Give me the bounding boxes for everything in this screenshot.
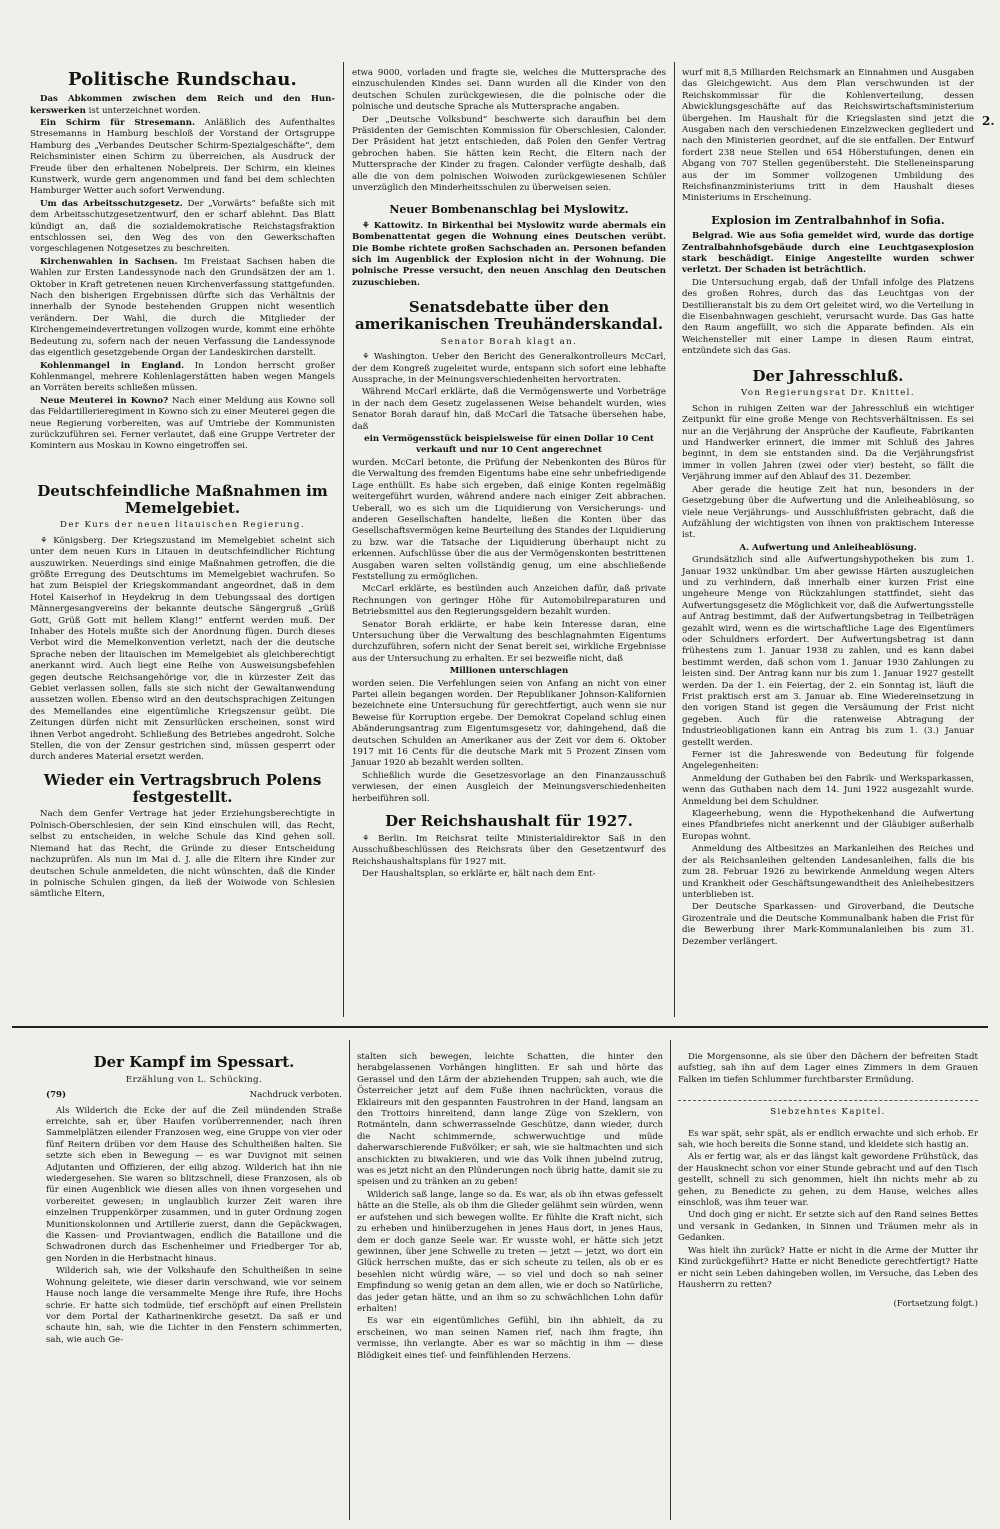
memel-subtitle: Der Kurs der neuen litauischen Regierung.: [60, 520, 305, 531]
article-highlight: Millionen unterschlagen: [449, 666, 569, 677]
article-paragraph: Belgrad. Wie aus Sofia gemeldet wird, wurde das dortige Zentralbahnhofsgebäude durch eine Leuchtgasexplosion stark beschädigt. Einige Angestellte wurden schwer verletzt. Der Schaden ist beträchtlich.: [682, 231, 974, 276]
story-paragraph: Wilderich saß lange, lange so da. Es war, als ob ihn etwas gefesselt hätte an die Stelle, als ob ihm die Glieder gelähmt sein würden, wenn er aufstehen und sich bewegen wollte. Er fühlte die Kraft nicht, sich zu erheben und hinüberzugehen in jenes Haus dort, in jenes Haus, dem er doch ganze Seele war. Er wusste wohl, er hätte sich jetzt gewinnen, über jene Schwelle zu treten — jetzt — jetzt, wo dort ein Glück herrschen mußte, das er sich scheute zu teilen, als ob er es besehlen nicht würdig wäre, — so viel und doch so nah seiner Empfindung so wenig getan an dem allen, wie er doch so Natürliche, das jeder getan hätte, und an ihm so zu schwächlichen Lohn dafür erhalten!: [357, 1189, 663, 1314]
article-paragraph: Anmeldung des Altbesitzes an Markanleihen des Reiches und der als Reichsanleihen geltenden Landesanleihen, falls die bis zum 28. Februar 1926 zu bewirkende Anmeldung wegen Alters und Krankheit oder Geschäftsungewandtheit des Anleihebesitzers unterblieben ist.: [682, 844, 974, 900]
article-paragraph: Schließlich wurde die Gesetzesvorlage an den Finanzausschuß verwiesen, der einen Ausgleich der Meinungsverschiedenheiten herbeiführen soll.: [352, 770, 666, 804]
sofia-title: Explosion im Zentralbahnhof in Sofia.: [711, 213, 945, 227]
feuilleton-column-2: [357, 1052, 663, 1363]
article-paragraph: ⚘ Berlin. Im Reichsrat teilte Ministerialdirektor Saß in den Ausschußbeschlüssen des Reichsrats über den Gesetzentwurf des Reichshaushaltsplans für 1927 mit.: [352, 833, 666, 867]
article-paragraph: McCarl erklärte, es bestünden auch Anzeichen dafür, daß private Rechnungen von geringer Höhe für Automobilreparaturen und Betriebsmittel aus den Regierungsgeldern bezahlt wurden.: [352, 584, 666, 618]
article-paragraph: Aber gerade die heutige Zeit hat nun, besonders in der Gesetzgebung über die Aufwertung und die Anleiheablösung, so viele neue Verjährungs- und Ausschlußfristen gebracht, daß die Aufzählung der wichtigsten von ihnen von praktischem Interesse ist.: [682, 484, 974, 541]
feuilleton-column-1: [46, 1052, 342, 1347]
column-rule: [674, 62, 675, 1017]
chapter-divider: [678, 1100, 978, 1101]
page-number: 2.: [982, 114, 995, 128]
story-title: Der Kampf im Spessart.: [93, 1053, 295, 1071]
column-3: [682, 68, 974, 949]
continued-note: (Fortsetzung folgt.): [893, 1299, 978, 1310]
section-heading: A. Aufwertung und Anleiheablösung.: [739, 542, 917, 553]
article-paragraph: wurf mit 8,5 Milliarden Reichsmark an Einnahmen und Ausgaben das Gleichgewicht. Aus dem Plan verschwunden ist der Reichskommissar für die Kohlenverteilung, dessen Abwicklungsgeschäfte auf das Reichswirtschaftsministerium übergehen. Im Haushalt für die Kriegslasten sind jetzt die Ausgaben nach den verschiedenen Einzelzwecken gegliedert und nach den Ministerien geordnet, auf die sie entfallen. Der Entwurf fordert 238 neue Stellen und 654 Höherstufungen, denen ein Abgang von 707 Stellen gegenübersteht. Die Stelleneinsparung aus der im Sommer vollzogenen Umbildung des Reichsfinanzministeriums tritt in dem Haushalt dieses Ministeriums in Erscheinung.: [682, 68, 974, 204]
column-rule: [343, 62, 344, 1017]
article-paragraph: Ferner ist die Jahreswende von Bedeutung für folgende Angelegenheiten:: [682, 750, 974, 772]
article-paragraph: Klageerhebung, wenn die Hypothekenhand die Aufwertung eines Pfandbriefes nicht anerkennt und der Gläubiger außerhalb Europas wohnt.: [682, 809, 974, 842]
news-item: Das Abkommen zwischen dem Reich und den Hun-kerswerken ist unterzeichnet worden.: [30, 94, 335, 116]
article-paragraph: Schon in ruhigen Zeiten war der Jahresschluß ein wichtiger Zeitpunkt für eine große Menge von Rechtsverhältnissen. Es sei nur an die Verjährung der Ansprüche der Kaufleute, Fabrikanten und Handwerker erinnert, die immer mit Schluß des Jahres beginnt, in dem sie entstanden sind. Da die Verjährungsfrist immer in vollen Jahren (zwei oder vier) besteht, so fällt die Verjährung immer auf den Ablauf des 31. Dezember.: [682, 403, 974, 483]
news-item: Kohlenmangel in England. In London herrscht großer Kohlenmangel, mehrere Kohlenlagerstätten haben wegen Mangels an Vorräten bereits schließen müssen.: [30, 360, 336, 394]
polen-title: Wieder ein Vertragsbruch Polens festgestellt.: [43, 770, 322, 806]
rundschau-title: Politische Rundschau.: [68, 69, 297, 90]
column-rule: [670, 1040, 671, 1520]
news-item: Um das Arbeitsschutzgesetz. Der „Vorwärts“ befaßte sich mit dem Arbeitsschutzgesetzentwurf, den er scharf ablehnt. Das Blatt kündigt an, daß die sozialdemokratische Reichstagsfraktion entschlossen sei, den Weg des von den Gewerkschaften vorgeschlagenen Notgesetzes zu beschreiten.: [30, 198, 335, 255]
story-author: Erzählung von L. Schücking.: [125, 1074, 263, 1085]
story-paragraph: Und doch ging er nicht. Er setzte sich auf den Rand seines Bettes und versank in Gedanken, in Sinnen und Träumen mehr als in Gedanken.: [678, 1210, 978, 1244]
senat-title: Senatsdebatte über den amerikanischen Treuhänderskandal.: [354, 298, 664, 334]
chapter-heading: Siebzehntes Kapitel.: [770, 1107, 886, 1118]
article-paragraph: Der Deutsche Sparkassen- und Giroverband, die Deutsche Girozentrale und die Deutsche Kommunalbank haben die Frist für die Bewerbung ihrer Mark-Kommunalanleihen bis zum 31. Dezember verlängert.: [682, 902, 974, 947]
story-paragraph: stalten sich bewegen, leichte Schatten, die hinter den herabgelassenen Vorhängen hinglitten. Er sah und hörte das Gerassel und den Lärm der abziehenden Truppen; sah auch, wie die Österreicher jetzt auf dem Fuße ihnen nachrückten, voraus die Eklaireurs mit den gespannten Faustrohren in der Hand, langsam an den Trottoirs hinreitend, dann lange Züge von Szeklern, von Rotmänteln, dann schwerrasselnde Geschütze, dann wieder, durch die Nacht schimmernde, schwerwuchtige und müde daherwarschierende Fußvölker; er sah, wie sie haltmachten und sich anschickten zu biwakieren, und wie das Volk ihnen jubelnd zutrug, was es jetzt nicht an den Plünderungen noch übrig hatte, damit sie zu speisen und zu tränken an zu geben!: [357, 1052, 663, 1188]
article-paragraph: worden seien. Die Verfehlungen seien von Anfang an nicht von einer Partei allein begangen worden. Der Republikaner Johnson-Kalifornien bezeichnete eine Untersuchung für gerechtfertigt, auch wenn sie nur Beweise für Korruption ergebe. Der Demokrat Copeland schlug einen Abänderungsantrag zum Eigentumsgesetz vor, dahingehend, daß die deutschen Schulden an Amerikaner aus der Zeit vor dem 6. Oktober 1917 mit 16 Cents für die deutsche Mark mit 5 Prozent Zinsen vom Januar 1920 ab bezahlt werden sollten.: [352, 678, 666, 769]
bomb-title: Neuer Bombenanschlag bei Myslowitz.: [389, 203, 629, 217]
story-paragraph: Als Wilderich die Ecke der auf die Zeil mündenden Straße erreichte, sah er, über Haufen vorüberrennender, nach ihren Sammelplätzen eilender Franzosen weg, eine Gruppe von vier oder fünf Reitern drüben vor dem Hause des Schultheißen halten. Sie setzte sich eben in Bewegung — es war Duvignot mit seinen Adjutanten und Offizieren, der eilig abzog. Wilderich hat ihn nie wiedergesehen. Sie waren so blitzschnell, diese Franzosen, als ob für einen Augenblick wie diesen alles von ihnen vorgesehen und vorbereitet gewesen; in unglaublich kurzer Zeit waren ihre einzelnen Truppenkörper zusammen, und in guter Ordnung zogen Munitionskolonnen und Artillerie zuerst, dann die Gepäckwagen, die Kassen- und Proviantwagen, endlich die Bataillone und die Schwadronen durch das Eschenheimer und Friedberger Tor ab, gen Norden in die Herbstnacht hinaus.: [46, 1105, 342, 1264]
memel-title: Deutschfeindliche Maßnahmen im Memelgebiet.: [37, 481, 328, 517]
story-paragraph: Es war spät, sehr spät, als er endlich erwachte und sich erhob. Er sah, wie hoch bereits die Sonne stand, und kleidete sich hastig an.: [678, 1128, 978, 1151]
jahr-subtitle: Von Regierungsrat Dr. Knittel.: [741, 388, 915, 399]
article-paragraph: Anmeldung der Guthaben bei den Fabrik- und Werksparkassen, wenn das Guthaben nach dem 14. Juni 1922 ausgezahlt wurde. Anmeldung bei dem Schuldner.: [682, 773, 974, 807]
article-paragraph: Grundsätzlich sind alle Aufwertungshypotheken bis zum 1. Januar 1932 unkündbar. Um aber gewisse Härten auszugleichen und zu verhindern, daß innerhalb einer kurzen Frist eine ungeheure Menge von Rückzahlungen stattfindet, sieht das Aufwertungsgesetz die Möglichkeit vor, daß die Aufwertungsstelle auf Antrag bestimmt, daß der Aufwertungsbetrag in Teilbeträgen gezahlt wird, wenn es die wirtschaftliche Lage des Eigentümers oder Schuldners erfordert. Der Aufwertungsbetrag ist dann frühestens zum 1. Januar 1938 zu zahlen, und es kann dabei bestimmt werden, daß schon vom 1. Januar 1930 Zahlungen zu leisten sind. Der Antrag kann nur bis zum 1. Januar 1927 gestellt werden. Da der 1. ein Feiertag, der 2. ein Sonntag ist, läuft die Frist praktisch erst am 3. Januar ab. Eine Wiedereinsetzung in den vorigen Stand ist gegen die Versäumung der Frist nicht gegeben. Auch für die ratenweise Abtragung der Industrieobligationen kann ein Antrag bis zum 1. (3.) Januar gestellt werden.: [682, 555, 974, 748]
article-paragraph: ⚘ Kattowitz. In Birkenthal bei Myslowitz wurde abermals ein Bombenattentat gegen die Wohnung eines Deutschen verübt. Die Bombe richtete großen Sachschaden an. Personen befanden sich im Augenblick der Explosion nicht in der Wohnung. Die polnische Presse versucht, den neuen Anschlag den Deutschen zuzuschieben.: [352, 220, 666, 288]
senat-subtitle: Senator Borah klagt an.: [440, 336, 578, 347]
reprint-note: Nachdruck verboten.: [249, 1090, 342, 1101]
feuilleton-column-3: [678, 1052, 978, 1312]
article-paragraph: Nach dem Genfer Vertrage hat jeder Erziehungsberechtigte in Polnisch-Oberschlesien, der sein Kind einschulen will, das Recht, selbst zu entscheiden, in welche Schule das Kind gehen soll. Niemand hat das Recht, die Gründe zu dieser Entscheidung nachzuprüfen. Als nun im Mai d. J. alle die Eltern ihre Kinder zur deutschen Schule anmeldeten, die nicht wünschten, daß die Kinder in polnische Schulen gingen, da ließ der Woiwode von Schlesien sämtliche Eltern,: [30, 809, 335, 900]
article-paragraph: Der Haushaltsplan, so erklärte er, hält nach dem Ent-: [362, 869, 596, 880]
story-paragraph: Wilderich sah, wie der Volkshaufe den Schultheißen in seine Wohnung geleitete, wie dieser darin verschwand, wie vor seinem Hause noch lange die versammelte Menge ihre Rufe, ihre Hochs schrie. Er hatte sich todmüde, tief erschöpft auf einen Prellstein vor dem Portal der Katharinenkirche gesetzt. Da saß er und schaute hin, sah, wie die Lichter in den Fenstern schimmerten, sah, wie auch Ge-: [46, 1266, 342, 1345]
article-paragraph: etwa 9000, vorladen und fragte sie, welches die Muttersprache des einzuschulenden Kindes sei. Dann wurden all die Kinder von den deutschen Schulen zurückgewiesen, die die polnische oder die polnische und deutsche Sprache als Muttersprache angaben.: [352, 68, 666, 113]
article-paragraph: Während McCarl erklärte, daß die Vermögenswerte und Vorbeträge in der nach dem Gesetz zugelassenen Weise behandelt wurden, wies Senator Borah darauf hin, daß McCarl die Tatsache übersehen habe, daß: [352, 387, 666, 432]
jahr-title: Der Jahresschluß.: [752, 366, 904, 385]
article-paragraph: wurden. McCarl betonte, die Prüfung der Nebenkonten des Büros für die Verwaltung des fremden Eigentums habe eine sehr unbefriedigende Lage enthüllt. Es habe sich ergeben, daß einige Konten regelmäßig weitergeführt wurden, während andere nach einiger Zeit abbrachen. Ueberall, wo es sich um die Liquidierung von Versicherungs- und anderen Gesellschaften handelte, ließen die Konten über das Gesellschaftsvermögen keine Beurteilung des Standes der Liquidierung zu bzw. war die Tatsache der Liquidierung überhaupt nicht zu erkennen. Aufschlüsse über die aus der Vermögenskonten bestrittenen Ausgaben waren selten vollständig genug, um eine abschließende Feststellung zu ermöglichen.: [352, 457, 667, 582]
article-paragraph: ⚘ Washington. Ueber den Bericht des Generalkontrolleurs McCarl, der dem Kongreß zugeleitet wurde, entspann sich sofort eine lebhafte Aussprache, in der Meinungsverschiedenheiten hervortraten.: [352, 352, 666, 386]
article-paragraph: Senator Borah erklärte, er habe kein Interesse daran, eine Untersuchung über die Verwaltung des beschlagnahmten Eigentums durchzuführen, sofern nicht der Senat bereit sei, wirkliche Ergebnisse aus der Untersuchung zu erhalten. Er sei bezweifle nicht, daß: [352, 619, 666, 664]
installment-number: (79): [46, 1090, 67, 1101]
article-paragraph: Der „Deutsche Volksbund“ beschwerte sich daraufhin bei dem Präsidenten der Gemischten Kommission für Oberschlesien, Calonder. Der Präsident hat jetzt entschieden, daß Polen den Genfer Vertrag gebrochen haben. Sie hätten kein Recht, die Eltern nach der Muttersprache der Kinder zu fragen. Calonder verfügte deshalb, daß alle die von dem polnischen Woiwoden zurückgewiesenen Schüler unverzüglich den Minderheitsschulen zu überweisen seien.: [352, 114, 666, 194]
news-item: Neue Meuterei in Kowno? Nach einer Meldung aus Kowno soll das Feldartillerieregiment in Kowno sich zu einer Meuterei gegen die neue Regierung vorbereiten, was auf Umtriebe der Kommunisten zurückzuführen sei. Ferner verlautet, daß eine Gruppe Vertreter der Komintern aus Moskau in Kowno eingetroffen sei.: [30, 395, 335, 452]
story-paragraph: Was hielt ihn zurück? Hatte er nicht in die Arme der Mutter ihr Kind zurückgeführt? Hatte er nicht Benedicte gerechtfertigt? Hatte er nicht sein Leben dahingeben wollen, im Versuche, das Leben des Hausherrn zu retten?: [678, 1245, 978, 1290]
article-highlight: ein Vermögensstück beispielsweise für einen Dollar 10 Cent verkauft und nur 10 Cent angerechnet: [364, 434, 654, 456]
feuilleton-separator: [12, 1026, 988, 1028]
news-item: Kirchenwahlen in Sachsen. Im Freistaat Sachsen haben die Wahlen zur Ersten Landessynode nach den Grundsätzen der am 1. Oktober in Kraft getretenen neuen Kirchenverfassung stattgefunden. Nach den bisherigen Ergebnissen dürfte sich das Verhältnis der innerhalb der Synode bestehenden Gruppen nicht wesentlich verändern. Der Wahl, die durch die Mitglieder der Kirchengemeindevertretungen vollzogen wurde, kommt eine erhöhte Bedeutung zu, sofern nach der neuen Verfassung die Landessynode das eigentlich gesetzgebende Organ der Landeskirchen darstellt.: [30, 256, 335, 359]
column-1: [30, 64, 335, 902]
haushalt-title: Der Reichshaushalt für 1927.: [385, 812, 633, 831]
article-paragraph: Die Untersuchung ergab, daß der Unfall infolge des Platzens des großen Rohres, durch das das Leuchtgas von der Destillieranstalt bis zu dem Ort geleitet wird, wo die Verteilung in die Eisenbahnwagen geschieht, verursacht wurde. Das Gas hatte den Raum angefüllt, wo sich die Apparate befinden. Als ein Weichensteller mit einer Lampe in diesen Raum eintrat, entzündete sich das Gas.: [682, 277, 974, 357]
news-item: Ein Schirm für Stresemann. Anläßlich des Aufenthaltes Stresemanns in Hamburg beschloß der Vorstand der Ortsgruppe Hamburg des „Verbandes Deutscher Schirm-Spezialgeschäfte“, dem Reichsminister einen Schirm zu überreichen, als Ausdruck der Freude über den erhaltenen Nobelpreis. Der Schirm, ein kleines Kunstwerk, wurde gern angenommen und fand bei dem schlechten Hamburger Wetter auch sofort Verwendung.: [30, 117, 336, 197]
story-paragraph: Es war ein eigentümliches Gefühl, bin ihn abhielt, da zu erscheinen, wo man seinen Namen rief, nach ihm fragte, ihn vermisse, ihn verlangte. Aber es war so mächtig in ihm — diese Blödigkeit eines tief- und feinfühlenden Herzens.: [357, 1316, 663, 1361]
column-2: [352, 68, 666, 881]
story-paragraph: Als er fertig war, als er das längst kalt gewordene Frühstück, das der Hausknecht schon vor einer Stunde gebracht und auf den Tisch gestellt, schnell zu sich genommen, hielt ihn nichts mehr ab zu gehen, zu Benedicte zu gehen, zu dem Hause, welches alles einschloß, was ihm teuer war.: [678, 1152, 978, 1209]
column-rule: [349, 1040, 350, 1520]
article-paragraph: ⚘ Königsberg. Der Kriegszustand im Memelgebiet scheint sich unter dem neuen Kurs in Litauen in deutschfeindlicher Richtung auszuwirken. Neuerdings sind einige Maßnahmen getroffen, die die größte Erregung des Deutschtums im Memelgebiet wachrufen. So hat zum Beispiel der Kriegskommandant angeordnet, daß in dem Hotel Kaiserhof in Heydekrug in dem Uebungssaal des dortigen Männergesangvereins der bekannte deutsche Sängergruß „Grüß Gott, Grüß Gott mit hellem Klang!“ entfernt werden muß. Der Inhaber des Hotels mußte sich der Anordnung fügen. Durch dieses Verbot wird die Memelkonvention verletzt, nach der die deutsche Sprache neben der litauischen im Memelgebiet als gleichberechtigt anerkannt wird. Auch liegt eine Reihe von Ausweisungsbefehlen gegen deutsche Reichsangehörige vor, die in kürzester Zeit das Gebiet verlassen sollen, falls sie sich nicht der Gewaltanwendung aussetzen wollen. Ebenso wird an den deutschsprachigen Zeitungen des Memellandes eine eigentümliche Kriegszensur geübt. Die Zeitungen dürfen nicht mit Zensurlücken erscheinen, sonst wird ihnen Verbot angedroht. Schließung des Betriebes angedroht. Solche Stellen, die von der Zensur gestrichen sind, müssen gesperrt oder durch anderes Material ersetzt werden.: [30, 535, 335, 763]
story-paragraph: Die Morgensonne, als sie über den Dächern der befreiten Stadt aufstieg, sah ihn auf dem Lager eines Zimmers in dem Grauen Falken im tiefen Schlummer furchtbarster Ermüdung.: [678, 1052, 978, 1085]
